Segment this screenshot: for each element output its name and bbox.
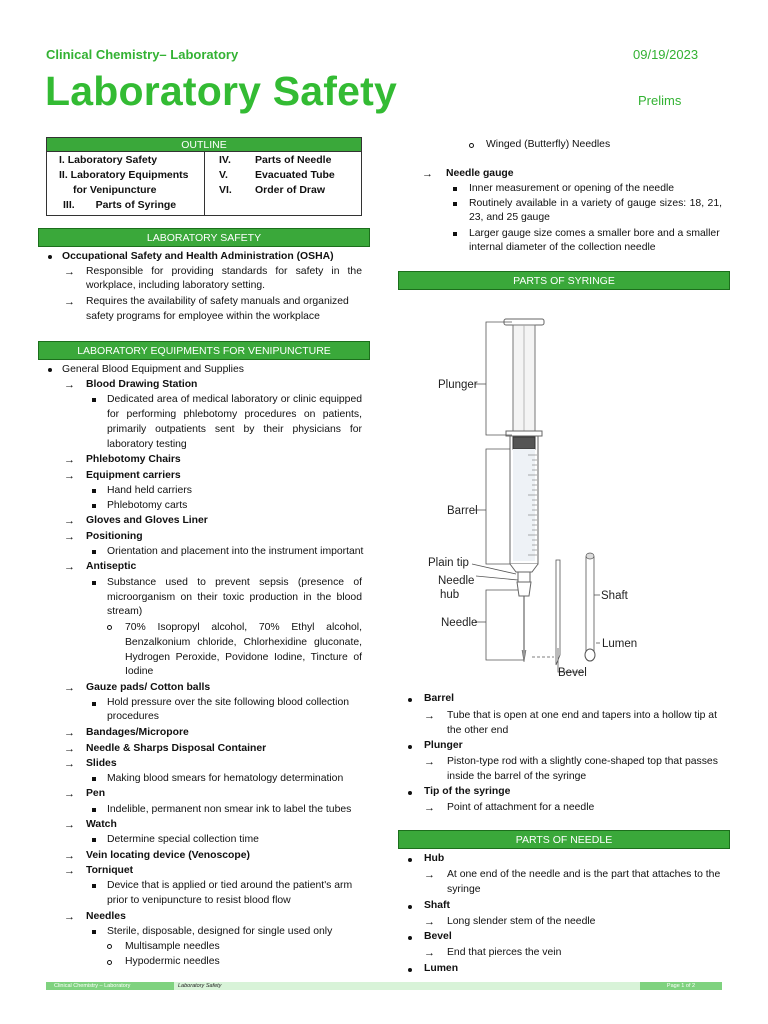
equip-station-d1: Dedicated area of medical laboratory or clinic equipped bbox=[107, 394, 362, 405]
arrow-icon: → bbox=[422, 168, 433, 180]
equip-gauze: Gauze pads/ Cotton balls bbox=[86, 682, 211, 693]
square-bullet-icon bbox=[92, 489, 96, 493]
bullet-icon bbox=[408, 936, 412, 940]
outline-item-5: Evacuated Tube bbox=[255, 169, 335, 181]
square-bullet-icon bbox=[92, 884, 96, 888]
section-lab-safety: LABORATORY SAFETY bbox=[38, 228, 370, 247]
bullet-icon bbox=[408, 968, 412, 972]
syringe-diagram bbox=[420, 310, 650, 680]
tip-d: Point of attachment for a needle bbox=[447, 802, 595, 813]
arrow-icon: → bbox=[424, 869, 435, 881]
equip-station-d2: for performing phlebotomy procedures on patients, bbox=[107, 409, 362, 420]
equip-carriers-d1: Hand held carriers bbox=[107, 485, 192, 496]
outline-item-5-num: V. bbox=[219, 169, 228, 181]
diagram-label-plain-tip: Plain tip bbox=[428, 557, 469, 569]
equip-carriers-d2: Phlebotomy carts bbox=[107, 500, 188, 511]
outline-item-4-num: IV. bbox=[219, 154, 231, 166]
osha-p1b: workplace, including laboratory setting. bbox=[86, 280, 266, 291]
equip-antiseptic-s2: Benzalkonium chloride, Chlorhexidine gluconate, bbox=[125, 637, 362, 648]
equip-sharps: Needle & Sharps Disposal Container bbox=[86, 743, 267, 754]
arrow-icon: → bbox=[64, 865, 75, 877]
circle-bullet-icon bbox=[107, 960, 112, 965]
circle-bullet-icon bbox=[107, 625, 112, 630]
diagram-label-plunger: Plunger bbox=[438, 379, 478, 391]
needle-gauge: Needle gauge bbox=[446, 168, 514, 179]
equip-slides: Slides bbox=[86, 758, 117, 769]
equip-torniquet-d1: Device that is applied or tied around the patient's arm bbox=[107, 880, 353, 891]
needle-hub bbox=[517, 582, 531, 596]
diagram-label-barrel: Barrel bbox=[447, 505, 478, 517]
hub-d2: syringe bbox=[447, 884, 481, 895]
arrow-icon: → bbox=[64, 682, 75, 694]
term-label: Prelims bbox=[638, 93, 682, 108]
outline-item-1: I. Laboratory Safety bbox=[59, 154, 158, 166]
gauge-d3: 23, and 25 gauge bbox=[469, 212, 550, 223]
arrow-icon: → bbox=[424, 802, 435, 814]
square-bullet-icon bbox=[92, 930, 96, 934]
page-title: Laboratory Safety bbox=[45, 68, 398, 114]
bevel-d: End that pierces the vein bbox=[447, 947, 562, 958]
arrow-icon: → bbox=[64, 727, 75, 739]
arrow-icon: → bbox=[64, 470, 75, 482]
plunger-rubber bbox=[513, 437, 535, 449]
shaft-d: Long slender stem of the needle bbox=[447, 916, 596, 927]
equip-slides-d: Making blood smears for hematology determination bbox=[107, 773, 344, 784]
arrow-icon: → bbox=[424, 916, 435, 928]
equip-chairs: Phlebotomy Chairs bbox=[86, 454, 181, 465]
bullet-icon bbox=[408, 858, 412, 862]
equip-pen: Pen bbox=[86, 788, 106, 799]
equip-general: General Blood Equipment and Supplies bbox=[62, 364, 244, 375]
bullet-icon bbox=[408, 905, 412, 909]
section-equipment: LABORATORY EQUIPMENTS FOR VENIPUNCTURE bbox=[38, 341, 370, 360]
arrow-icon: → bbox=[424, 947, 435, 959]
equip-antiseptic-d2: microorganism on their toxic production in the blood bbox=[107, 592, 362, 603]
arrow-icon: → bbox=[64, 531, 75, 543]
equip-gauze-d1: Hold pressure over the site following blood collection bbox=[107, 697, 350, 708]
bullet-icon bbox=[408, 791, 412, 795]
outline-item-6-num: VI. bbox=[219, 184, 232, 196]
footer-page: Page 1 of 2 bbox=[640, 982, 722, 990]
outline-table bbox=[46, 137, 362, 216]
plunger-d2: inside the barrel of the syringe bbox=[447, 771, 587, 782]
barrel-fluid bbox=[513, 449, 535, 561]
equip-positioning: Positioning bbox=[86, 531, 143, 542]
equip-gloves: Gloves and Gloves Liner bbox=[86, 515, 208, 526]
footer-topic: Laboratory Safety bbox=[178, 983, 222, 989]
diagram-label-needle-hub-1: Needle bbox=[438, 575, 475, 587]
barrel-d2: the other end bbox=[447, 725, 509, 736]
equip-station: Blood Drawing Station bbox=[86, 379, 198, 390]
gauge-d5: internal diameter of the collection needle bbox=[469, 242, 656, 253]
arrow-icon: → bbox=[64, 379, 75, 391]
diagram-label-shaft: Shaft bbox=[601, 590, 628, 602]
arrow-icon: → bbox=[64, 454, 75, 466]
arrow-icon: → bbox=[64, 515, 75, 527]
arrow-icon: → bbox=[64, 819, 75, 831]
barrel-title: Barrel bbox=[424, 693, 455, 704]
bullet-icon bbox=[48, 255, 52, 259]
bevel-title: Bevel bbox=[424, 931, 452, 942]
equip-watch: Watch bbox=[86, 819, 117, 830]
equip-pen-d: Indelible, permanent non smear ink to label the tubes bbox=[107, 804, 352, 815]
outline-item-2: II. Laboratory Equipments bbox=[59, 169, 189, 181]
square-bullet-icon bbox=[92, 504, 96, 508]
osha-p2a: Requires the availability of safety manuals and organized bbox=[86, 296, 349, 307]
square-bullet-icon bbox=[453, 202, 457, 206]
equip-station-d3: primarily outpatients sent by their physicians for bbox=[107, 424, 362, 435]
equip-torniquet: Torniquet bbox=[86, 865, 134, 876]
square-bullet-icon bbox=[92, 808, 96, 812]
equip-carriers: Equipment carriers bbox=[86, 470, 181, 481]
arrow-icon: → bbox=[64, 561, 75, 573]
equip-bandages: Bandages/Micropore bbox=[86, 727, 189, 738]
diagram-label-needle-hub-2: hub bbox=[440, 589, 460, 601]
plunger-d1: Piston-type rod with a slightly cone-shaped top that passes bbox=[447, 756, 718, 767]
section-needle: PARTS OF NEEDLE bbox=[398, 830, 730, 849]
bullet-icon bbox=[48, 368, 52, 372]
outline-item-6: Order of Draw bbox=[255, 184, 326, 196]
winged-needles: Winged (Butterfly) Needles bbox=[486, 139, 611, 150]
diagram-label-needle: Needle bbox=[441, 617, 478, 629]
arrow-icon: → bbox=[64, 850, 75, 862]
hub-title: Hub bbox=[424, 853, 445, 864]
equip-watch-d: Determine special collection time bbox=[107, 834, 259, 845]
footer-course: Clinical Chemistry – Laboratory bbox=[46, 982, 174, 990]
hub-d1: At one end of the needle and is the part that attaches to the bbox=[447, 869, 721, 880]
square-bullet-icon bbox=[92, 838, 96, 842]
square-bullet-icon bbox=[92, 550, 96, 554]
equip-antiseptic-s1: 70% Isopropyl alcohol, 70% Ethyl alcohol, bbox=[125, 622, 362, 633]
arrow-icon: → bbox=[424, 710, 435, 722]
equip-antiseptic-s4: Iodine bbox=[125, 666, 154, 677]
tip-title: Tip of the syringe bbox=[424, 786, 511, 797]
equip-antiseptic-s3: Hydrogen Peroxide, Povidone Iodine, Tincture of bbox=[125, 652, 362, 663]
plain-tip bbox=[518, 572, 530, 582]
equip-needles-s2: Hypodermic needles bbox=[125, 956, 220, 967]
arrow-icon: → bbox=[64, 758, 75, 770]
equip-gauze-d2: procedures bbox=[107, 711, 159, 722]
circle-bullet-icon bbox=[107, 944, 112, 949]
equip-torniquet-d2: prior to venipuncture to resist blood flow bbox=[107, 895, 291, 906]
arrow-icon: → bbox=[64, 296, 75, 308]
bullet-icon bbox=[408, 698, 412, 702]
equip-needles-s1: Multisample needles bbox=[125, 941, 220, 952]
plunger-title: Plunger bbox=[424, 740, 463, 751]
outline-item-4: Parts of Needle bbox=[255, 154, 332, 166]
lumen-title: Lumen bbox=[424, 963, 459, 974]
square-bullet-icon bbox=[453, 187, 457, 191]
course-label: Clinical Chemistry– Laboratory bbox=[46, 47, 239, 62]
square-bullet-icon bbox=[92, 398, 96, 402]
equip-positioning-d: Orientation and placement into the instrument important bbox=[107, 546, 364, 557]
date-label: 09/19/2023 bbox=[633, 47, 699, 62]
arrow-icon: → bbox=[64, 266, 75, 278]
circle-bullet-icon bbox=[469, 143, 474, 148]
side-needle-top bbox=[586, 553, 594, 559]
equip-antiseptic-d3: stream) bbox=[107, 606, 143, 617]
arrow-icon: → bbox=[64, 911, 75, 923]
outline-item-3: Parts of Syringe bbox=[95, 199, 177, 211]
section-syringe: PARTS OF SYRINGE bbox=[398, 271, 730, 290]
square-bullet-icon bbox=[92, 581, 96, 585]
equip-antiseptic-d1: Substance used to prevent sepsis (presence of bbox=[107, 577, 362, 588]
osha-p2b: safety programs for employee within the workplace bbox=[86, 311, 320, 322]
arrow-icon: → bbox=[64, 743, 75, 755]
equip-needles: Needles bbox=[86, 911, 126, 922]
square-bullet-icon bbox=[92, 777, 96, 781]
equip-needles-d: Sterile, disposable, designed for single used only bbox=[107, 926, 333, 937]
gauge-d4: Larger gauge size comes a smaller bore and a smaller bbox=[469, 228, 720, 239]
side-needle-shaft bbox=[586, 554, 594, 654]
diagram-label-bevel: Bevel bbox=[558, 667, 587, 679]
osha-p1a: Responsible for providing standards for safety in the bbox=[86, 266, 362, 277]
bullet-icon bbox=[408, 745, 412, 749]
equip-vein: Vein locating device (Venoscope) bbox=[86, 850, 250, 861]
shaft-title: Shaft bbox=[424, 900, 450, 911]
gauge-d1: Inner measurement or opening of the needle bbox=[469, 183, 675, 194]
barrel-taper bbox=[510, 564, 538, 572]
square-bullet-icon bbox=[453, 232, 457, 236]
osha-title: Occupational Safety and Health Administration (OSHA) bbox=[62, 251, 334, 262]
equip-station-d4: laboratory testing bbox=[107, 439, 187, 450]
arrow-icon: → bbox=[64, 788, 75, 800]
arrow-icon: → bbox=[424, 756, 435, 768]
square-bullet-icon bbox=[92, 702, 96, 706]
equip-antiseptic: Antiseptic bbox=[86, 561, 137, 572]
gauge-d2: Routinely available in a variety of gauge sizes: 18, 21, bbox=[469, 198, 722, 209]
outline-heading: OUTLINE bbox=[47, 138, 361, 152]
outline-item-3-num: III. bbox=[63, 199, 75, 211]
outline-item-2b: for Venipuncture bbox=[73, 184, 157, 196]
barrel-d1: Tube that is open at one end and tapers into a hollow tip at bbox=[447, 710, 717, 721]
diagram-label-lumen: Lumen bbox=[602, 638, 638, 650]
side-needle-lumen bbox=[585, 649, 595, 661]
